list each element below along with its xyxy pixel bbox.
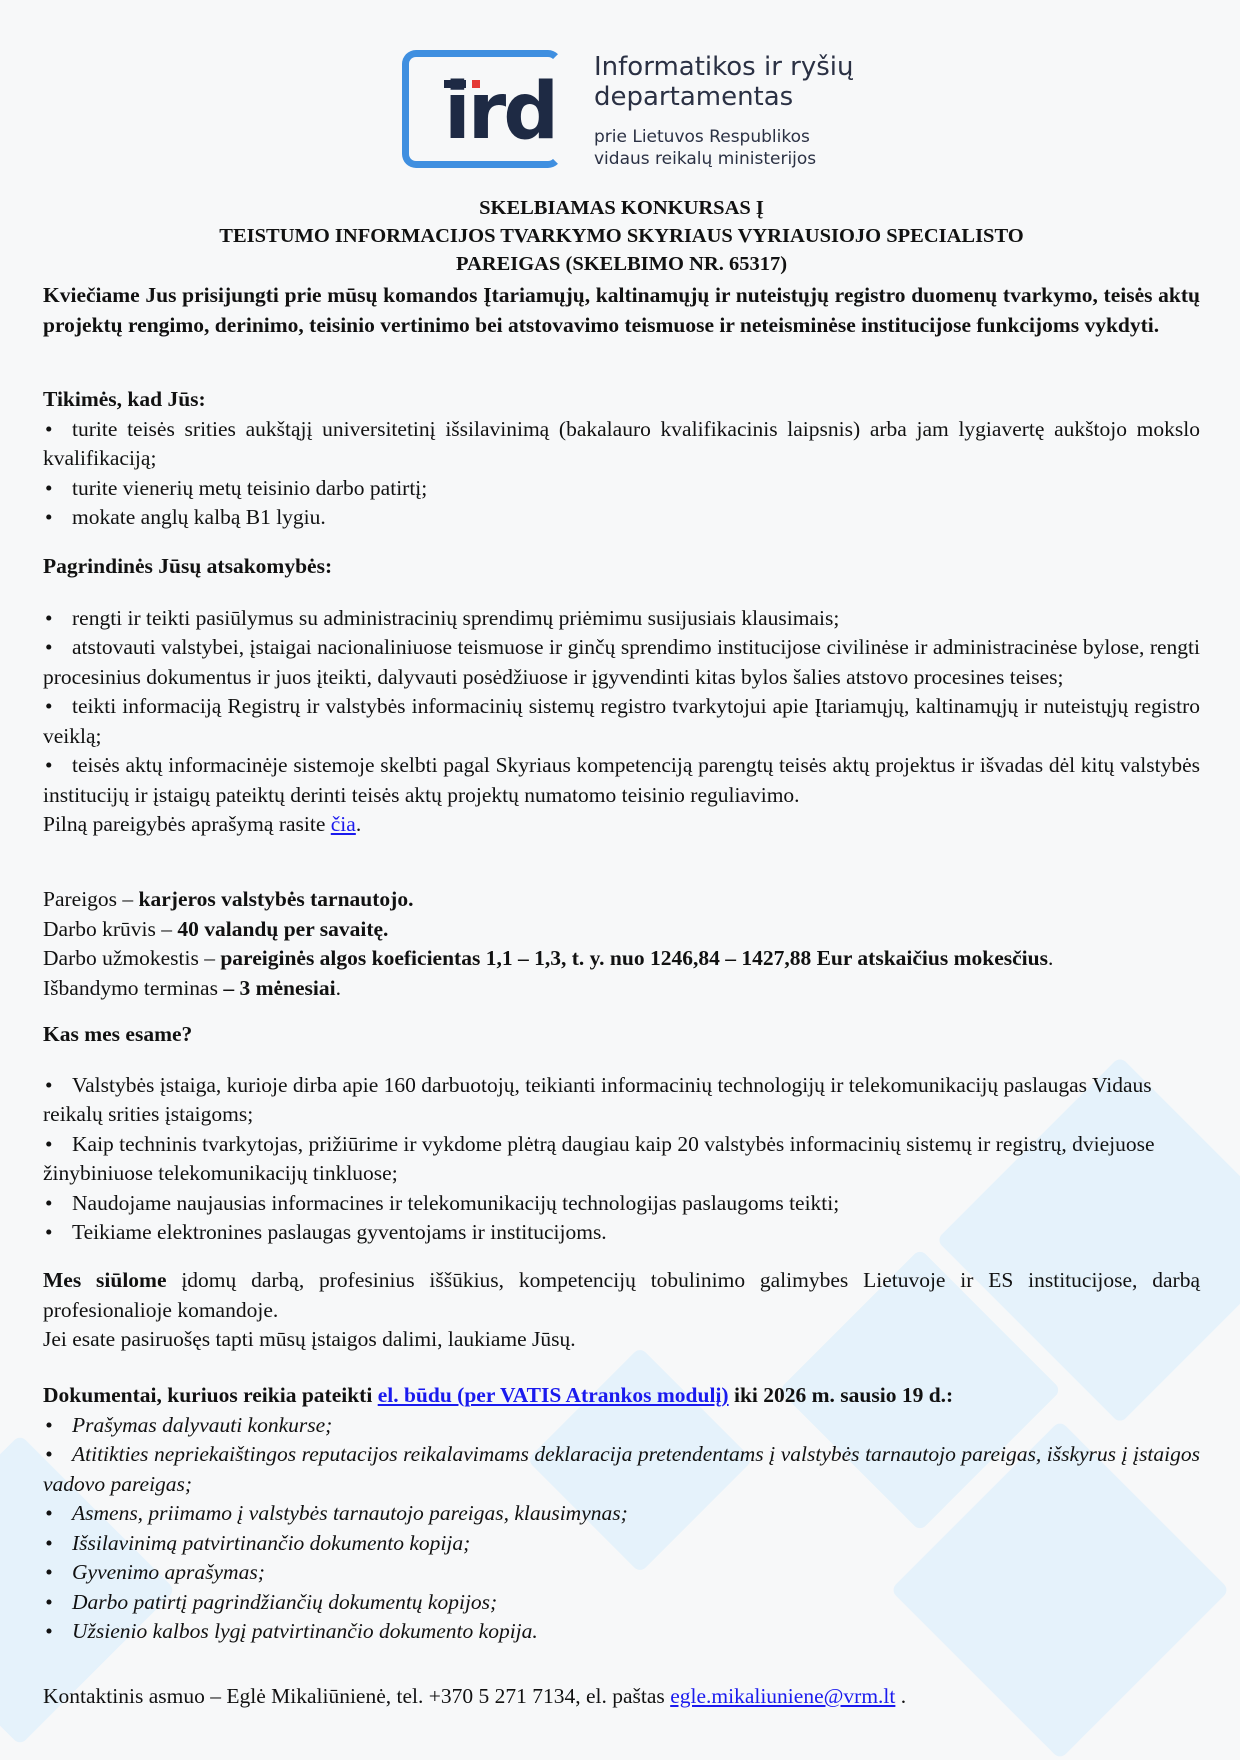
offer-invite: Jei esate pasiruošęs tapti mūsų įstaigos dalimi, laukiame Jūsų. [43,1327,576,1351]
offer-text: Mes siūlome įdomų darbą, profesinius iššūkius, kompetencijų tobulinimo galimybes Lietuvoje ir ES institucijose, darbą profesionalioje komandoje. [43,1268,1200,1322]
probation-line: Išbandymo terminas – 3 mėnesiai. [43,975,341,1000]
ird-logo [402,50,872,180]
responsibilities-section [43,552,1200,840]
requirements-section [43,385,1200,533]
conditions-section [43,885,1200,1003]
logo-mark: ird [444,67,557,157]
vatis-link[interactable]: el. būdu (per VATIS Atrankos modulį) [377,1383,729,1407]
intro-paragraph: Kviečiame Jus prisijungti prie mūsų komandos Įtariamųjų, kaltinamųjų ir nuteistųjų registro duomenų tvarkymo, teisės aktų projektų rengimo, derinimo, teisinio vertinimo bei atstovavimo teismuose ir neteisminėse institucijose funkcijoms vykdyti. [43,283,1200,337]
about-section [43,1020,1200,1248]
contact-line: Kontaktinis asmuo – Eglė Mikaliūnienė, tel. +370 5 271 7134, el. paštas egle.mikaliuniene@vrm.lt . [43,1684,907,1708]
logo-name: Informatikos ir ryšių departamentas [594,52,854,112]
documents-section [43,1381,1200,1647]
list-item: • mokate anglų kalbą B1 lygiu. [43,503,1200,533]
list-item: • Atitikties nepriekaištingos reputacijos reikalavimams deklaracija pretendentams į valstybės tarnautojo pareigas, išskyrus į įstaigos vadovo pareigas; [43,1440,1200,1499]
about-heading: Kas mes esame? [43,1022,193,1046]
list-item: • Darbo patirtį pagrindžiančių dokumentų kopijos; [43,1588,1200,1618]
list-item: • Išsilavinimą patvirtinančio dokumento kopija; [43,1529,1200,1559]
list-item: • turite teisės srities aukštąjį universitetinį išsilavinimą (bakalauro kvalifikacinis laipsnis) arba jam lygiavertę aukštojo mokslo kvalifikaciją; [43,415,1200,474]
list-item: • turite vienerių metų teisinio darbo patirtį; [43,474,1200,504]
list-item: • Prašymas dalyvauti konkurse; [43,1411,1200,1441]
list-item: • Gyvenimo aprašymas; [43,1558,1200,1588]
list-item: • rengti ir teikti pasiūlymus su administracinių sprendimų priėmimu susijusiais klausimais; [43,604,1200,634]
workload-line: Darbo krūvis – 40 valandų per savaitę. [43,916,389,941]
documents-heading: Dokumentai, kuriuos reikia pateikti el. būdu (per VATIS Atrankos modulį) iki 2026 m. sausio 19 d.: [43,1383,954,1407]
offer-section [43,1266,1200,1355]
list-item: • Kaip techninis tvarkytojas, prižiūrime ir vykdome plėtrą daugiau kaip 20 valstybės informacinių sistemų ir registrų, dviejuose žinybiniuose telekomunikacijų tinkluose; [43,1130,1200,1189]
list-item: • teisės aktų informacinėje sistemoje skelbti pagal Skyriaus kompetenciją parengtų teisės aktų projektus ir išvadas dėl kitų valstybės institucijų ir įstaigų pateiktų derinti teisės aktų projektų numatomo teisinio reguliavimo. [43,751,1200,810]
list-item: • Užsienio kalbos lygį patvirtinančio dokumento kopija. [43,1617,1200,1647]
list-item: • Valstybės įstaiga, kurioje dirba apie 160 darbuotojų, teikianti informacinių technologijų ir telekomunikacijų paslaugas Vidaus reikalų srities įstaigoms; [43,1071,1200,1130]
full-description-line: Pilną pareigybės aprašymą rasite čia. [43,812,362,836]
list-item: • Asmens, priimamo į valstybės tarnautojo pareigas, klausimynas; [43,1499,1200,1529]
responsibilities-heading: Pagrindinės Jūsų atsakomybės: [43,554,333,578]
list-item: • Naudojame naujausias informacines ir telekomunikacijų technologijas paslaugoms teikti; [43,1189,1200,1219]
logo-subtitle: prie Lietuvos Respublikos vidaus reikalų ministerijos [594,127,817,169]
page-title: SKELBIAMAS KONKURSAS Į TEISTUMO INFORMACIJOS TVARKYMO SKYRIAUS VYRIAUSIOJO SPECIALISTO PAREIGAS (SKELBIMO NR. 65317) [219,197,1024,275]
full-description-link[interactable]: čia [330,812,356,836]
requirements-heading: Tikimės, kad Jūs: [43,387,206,411]
position-line: Pareigos – karjeros valstybės tarnautojo. [43,887,414,911]
list-item: • atstovauti valstybei, įstaigai nacionaliniuose teismuose ir ginčų sprendimo institucijose civilinėse ir administracinėse bylose, rengti procesinius dokumentus ir juos įteikti, dalyvauti posėdžiuose ir įgyvendinti kitas bylos šalies atstovo procesines teises; [43,633,1200,692]
list-item: • Teikiame elektronines paslaugas gyventojams ir institucijoms. [43,1218,1200,1248]
salary-line: Darbo užmokestis – pareiginės algos koeficientas 1,1 – 1,3, t. y. nuo 1246,84 – 1427,88 Eur atskaičius mokesčius. [43,946,1054,970]
list-item: • teikti informaciją Registrų ir valstybės informacinių sistemų registro tvarkytojui apie Įtariamųjų, kaltinamųjų ir nuteistųjų registro veiklą; [43,692,1200,751]
contact-email-link[interactable]: egle.mikaliuniene@vrm.lt [670,1684,896,1708]
